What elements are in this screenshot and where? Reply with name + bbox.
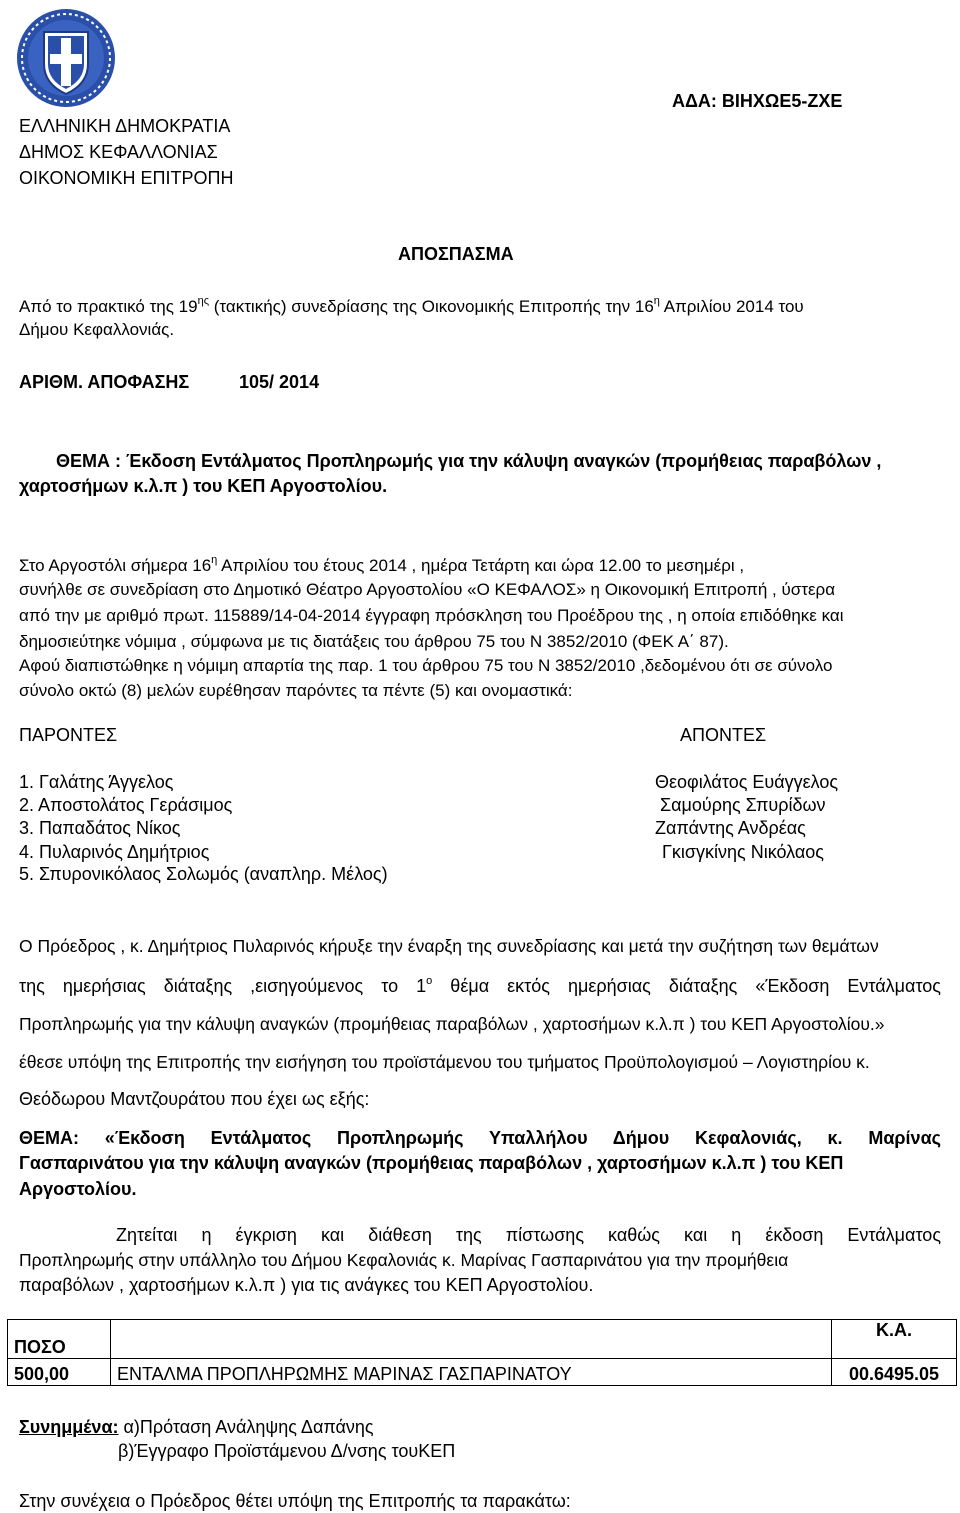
greek-coat-of-arms-icon (14, 6, 118, 110)
attachments-label: Συνημμένα: (19, 1417, 119, 1437)
proceedings-line-2: της ημερήσιας διάταξης ,εισηγούμενος το $1^o$ θέμα εκτός ημερήσιας διάταξης «Έκδοση Εντάλματος (19, 975, 941, 996)
amount-table (7, 1319, 957, 1386)
meeting-line-5: Αφού διαπιστώθηκε η νόμιμη απαρτία της παρ. 1 του άρθρου 75 του Ν 3852/2010 ,δεδομένου ότι σε σύνολο (19, 656, 833, 675)
ka-header: Κ.Α. (832, 1320, 957, 1359)
decision-number: 105/ 2014 (239, 372, 320, 392)
absent-header: ΑΠΟΝΤΕΣ (680, 725, 767, 745)
absent-member-2: Σαμούρης Σπυρίδων (660, 795, 826, 815)
attachment-b: β)Έγγραφο Προϊστάμενου Δ/νσης τουΚΕΠ (118, 1441, 456, 1461)
intro-line-2: Δήμου Κεφαλλονιάς. (19, 320, 175, 339)
present-member-3: 3. Παπαδάτος Νίκος (19, 818, 181, 838)
subject-line-1: ΘΕΜΑ : Έκδοση Εντάλματος Προπληρωμής για την κάλυψη αναγκών (προμήθειας παραβόλων , (56, 451, 882, 471)
present-member-5: 5. Σπυρονικόλαος Σολωμός (αναπληρ. Μέλος) (19, 864, 388, 884)
ka-value: 00.6495.05 (832, 1359, 957, 1386)
decision-label: ΑΡΙΘΜ. ΑΠΟΦΑΣΗΣ (19, 372, 190, 392)
meeting-line-1: Στο Αργοστόλι σήμερα $16^\eta$ Απριλίου του έτους 2014 , ημέρα Τετάρτη και ώρα 12.00 το μεσημέρι , (19, 554, 745, 575)
attachments-line-1 (19, 1417, 374, 1438)
amount-header: ΠΟΣΟ (8, 1320, 111, 1359)
intro-line-1: Από το πρακτικό της $19^{\eta\varsigma}$ (τακτικής) συνεδρίασης της Οικονομικής Επιτροπής την $16^\eta$ Απριλίου 2014 του (19, 295, 804, 316)
document-title: ΑΠΟΣΠΑΣΜΑ (398, 244, 514, 264)
meeting-line-4: δημοσιεύτηκε νόμιμα , σύμφωνα με τις διατάξεις του άρθρου 75 του Ν 3852/2010 (ΦΕΚ Α΄ 87). (19, 632, 729, 651)
ada-code: ΑΔΑ: ΒΙΗΧΩΕ5-ΖΧΕ (672, 91, 843, 111)
absent-member-1: Θεοφιλάτος Ευάγγελος (655, 772, 839, 792)
present-member-4: 4. Πυλαρινός Δημήτριος (19, 842, 210, 862)
org-line-1: ΕΛΛΗΝΙΚΗ ΔΗΜΟΚΡΑΤΙΑ (19, 116, 231, 136)
proceedings-line-4: έθεσε υπόψη της Επιτροπής την εισήγηση του προϊστάμενου του τμήματος Προϋπολογισμού – Λογιστηρίου κ. (19, 1052, 870, 1072)
request-line-2: Προπληρωμής στην υπάλληλο του Δήμου Κεφαλονιάς κ. Μαρίνας Γασπαρινάτου για την προμήθεια (19, 1250, 789, 1270)
present-member-1: 1. Γαλάτης Άγγελος (19, 772, 174, 792)
subject-line-2: χαρτοσήμων κ.λ.π ) του ΚΕΠ Αργοστολίου. (19, 476, 388, 496)
amount-table-header-row (8, 1320, 957, 1359)
theme-line-1: ΘΕΜΑ: «Έκδοση Εντάλματος Προπληρωμής Υπαλλήλου Δήμου Κεφαλονιάς, κ. Μαρίνας (19, 1128, 941, 1148)
absent-member-3: Ζαπάντης Ανδρέας (655, 818, 806, 838)
description-header (111, 1320, 832, 1359)
theme-line-2: Γασπαρινάτου για την κάλυψη αναγκών (προμήθειας παραβόλων , χαρτοσήμων κ.λ.π ) του ΚΕΠ (19, 1153, 844, 1173)
amount-description: ΕΝΤΑΛΜΑ ΠΡΟΠΛΗΡΩΜΗΣ ΜΑΡΙΝΑΣ ΓΑΣΠΑΡΙΝΑΤΟΥ (111, 1359, 832, 1386)
theme-line-3: Αργοστολίου. (19, 1179, 137, 1199)
meeting-line-3: από την με αριθμό πρωτ. 115889/14-04-2014 έγγραφη πρόσκληση του Προέδρου της , η οποία επιδόθηκε και (19, 606, 844, 625)
closing-line: Στην συνέχεια ο Πρόεδρος θέτει υπόψη της Επιτροπής τα παρακάτω: (19, 1491, 571, 1511)
amount-value: 500,00 (8, 1359, 111, 1386)
request-line-3: παραβόλων , χαρτοσήμων κ.λ.π ) για τις ανάγκες του ΚΕΠ Αργοστολίου. (19, 1275, 594, 1295)
proceedings-line-1: Ο Πρόεδρος , κ. Δημήτριος Πυλαρινός κήρυξε την έναρξη της συνεδρίασης και μετά την συζήτηση των θεμάτων (19, 936, 879, 956)
org-line-2: ΔΗΜΟΣ ΚΕΦΑΛΛΟΝΙΑΣ (19, 142, 218, 162)
proceedings-line-5: Θεόδωρου Μαντζουράτου που έχει ως εξής: (19, 1089, 370, 1109)
org-line-3: ΟΙΚΟΝΟΜΙΚΗ ΕΠΙΤΡΟΠΗ (19, 168, 234, 188)
attachment-a: α)Πρόταση Ανάληψης Δαπάνης (118, 1417, 374, 1437)
meeting-line-6: σύνολο οκτώ (8) μελών ευρέθησαν παρόντες τα πέντε (5) και ονομαστικά: (19, 681, 573, 700)
amount-table-row (8, 1359, 957, 1386)
meeting-line-2: συνήλθε σε συνεδρίαση στο Δημοτικό Θέατρο Αργοστολίου «Ο ΚΕΦΑΛΟΣ» η Οικονομική Επιτροπή , ύστερα (19, 580, 836, 599)
proceedings-line-3: Προπληρωμής για την κάλυψη αναγκών (προμήθειας παραβόλων , χαρτοσήμων κ.λ.π ) του ΚΕΠ Αργοστολίου.» (19, 1014, 885, 1034)
request-line-1: Ζητείται η έγκριση και διάθεση της πίστωσης καθώς και η έκδοση Εντάλματος (116, 1225, 941, 1245)
present-member-2: 2. Αποστολάτος Γεράσιμος (19, 795, 233, 815)
absent-member-4: Γκισγκίνης Νικόλαος (662, 842, 824, 862)
present-header: ΠΑΡΟΝΤΕΣ (19, 725, 118, 745)
